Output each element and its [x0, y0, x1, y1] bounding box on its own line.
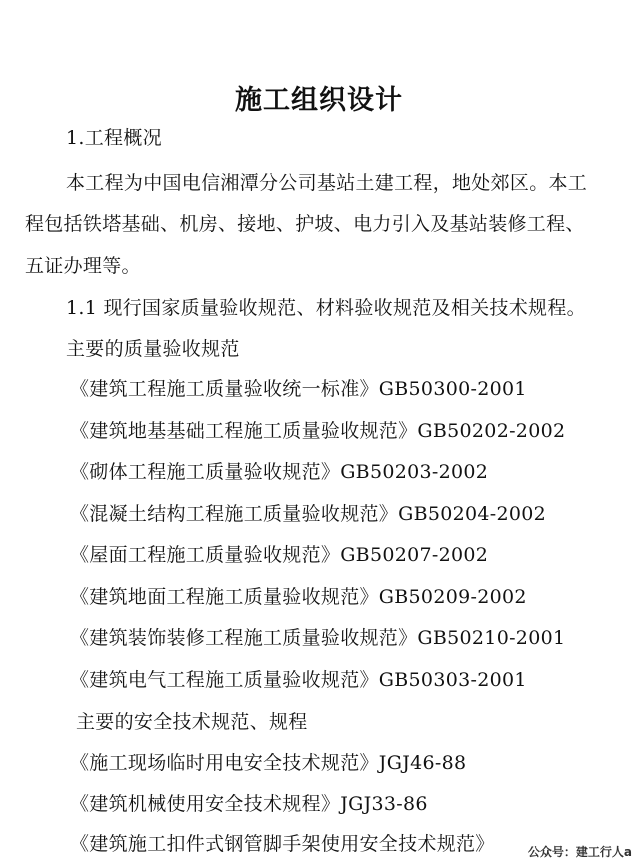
safety-spec-item: 《建筑施工扣件式钢管脚手架使用安全技术规范》 — [70, 833, 495, 855]
page-title: 施工组织设计 — [235, 85, 403, 116]
quality-spec-item: 《建筑电气工程施工质量验收规范》GB50303-2001 — [70, 669, 527, 691]
quality-spec-item: 《砌体工程施工质量验收规范》GB50203-2002 — [70, 461, 489, 483]
quality-spec-item: 《建筑工程施工质量验收统一标准》GB50300-2001 — [70, 378, 527, 400]
overview-line-2: 程包括铁塔基础、机房、接地、护坡、电力引入及基站装修工程、 — [25, 213, 585, 235]
quality-spec-item: 《混凝土结构工程施工质量验收规范》GB50204-2002 — [70, 503, 547, 525]
section-heading-regulations: 1.1 现行国家质量验收规范、材料验收规范及相关技术规程。 — [66, 297, 586, 319]
overview-line-1: 本工程为中国电信湘潭分公司基站土建工程，地处郊区。本工 — [66, 172, 588, 194]
watermark-label: 公众号：建工行人a — [527, 845, 632, 859]
quality-specs-heading: 主要的质量验收规范 — [66, 338, 240, 360]
safety-spec-item: 《建筑机械使用安全技术规程》JGJ33-86 — [70, 793, 428, 815]
safety-spec-item: 《施工现场临时用电安全技术规范》JGJ46-88 — [70, 752, 467, 774]
quality-spec-item: 《建筑地基基础工程施工质量验收规范》GB50202-2002 — [70, 420, 566, 442]
section-heading-overview: 1.工程概况 — [66, 127, 162, 149]
quality-spec-item: 《建筑装饰装修工程施工质量验收规范》GB50210-2001 — [70, 627, 566, 649]
safety-specs-heading: 主要的安全技术规范、规程 — [76, 711, 308, 733]
quality-spec-item: 《屋面工程施工质量验收规范》GB50207-2002 — [70, 544, 489, 566]
quality-spec-item: 《建筑地面工程施工质量验收规范》GB50209-2002 — [70, 586, 527, 608]
overview-line-3: 五证办理等。 — [25, 255, 141, 277]
